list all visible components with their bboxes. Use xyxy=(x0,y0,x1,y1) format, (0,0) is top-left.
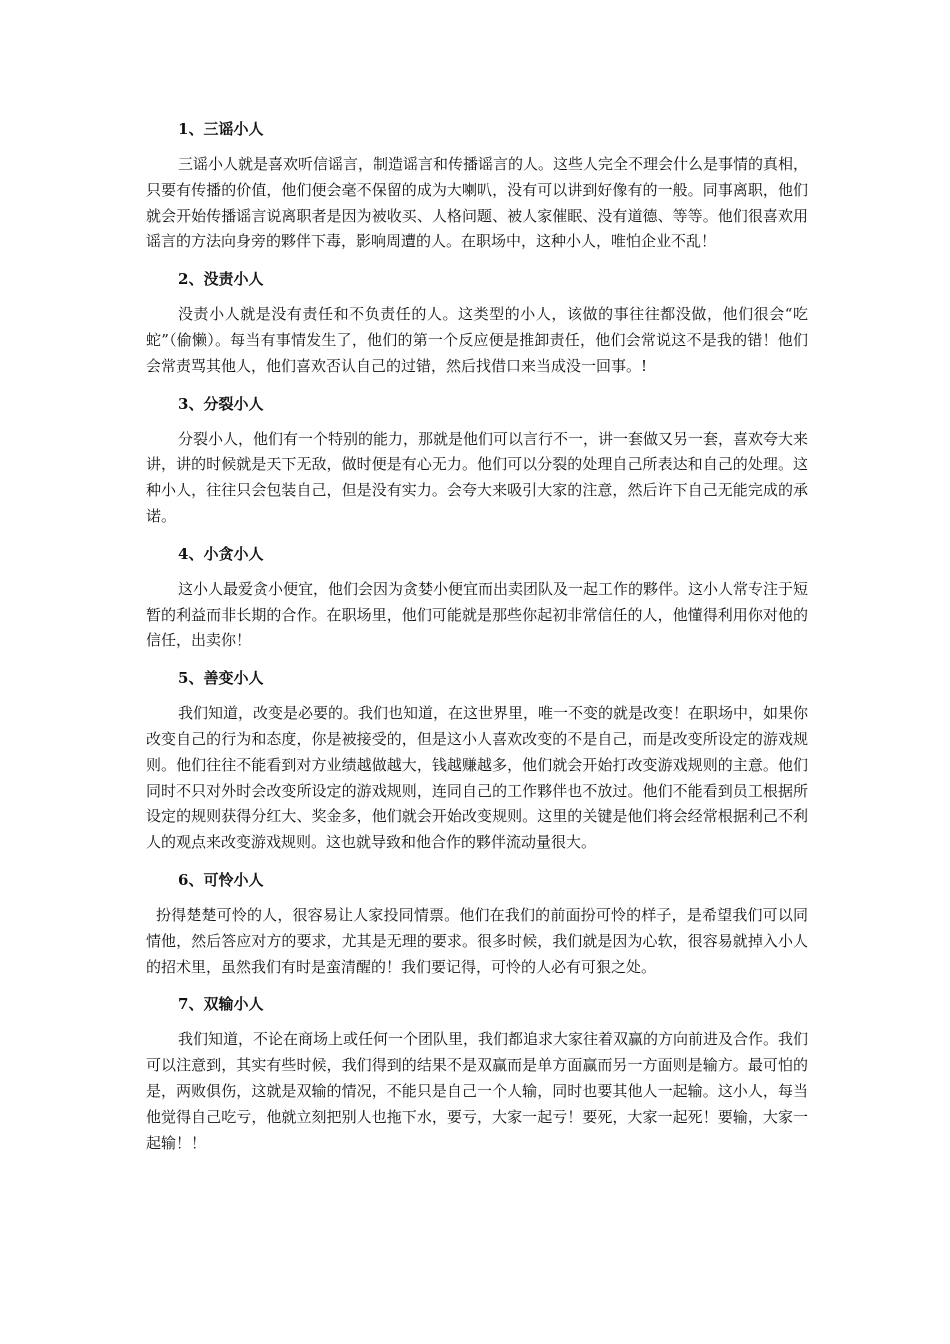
section-heading-7 xyxy=(146,989,808,1019)
section-title: 、三谣小人 xyxy=(188,120,264,138)
section-title: 、可怜小人 xyxy=(188,870,264,889)
section-paragraph-2: 没责小人就是没有责任和不负责任的人。这类型的小人，该做的事往往都没做，他们很会“吃蛇”（偷懒）。每当有事情发生了，他们的第一个反应便是推卸责任，他们会常说这不是我的错！他们会常责骂其他人，他们喜欢否认自己的过错，然后找借口来当成没一回事。! xyxy=(146,305,808,375)
section-paragraph-6: 扮得楚楚可怜的人，很容易让人家投同情票。他们在我们的前面扮可怜的样子，是希望我们可以同情他，然后答应对方的要求，尤其是无理的要求。很多时候，我们就是因为心软，很容易就掉入小人的招术里，虽然我们有时是蛮清醒的！我们要记得，可怜的人必有可狠之处。 xyxy=(146,905,808,976)
section-title: 、小贪小人 xyxy=(188,544,264,563)
section-title: 、分裂小人 xyxy=(188,394,264,413)
section-paragraph-4: 这小人最爱贪小便宜，他们会因为贪婪小便宜而出卖团队及一起工作的夥伴。这小人常专注于短暂的利益而非长期的合作。在职场里，他们可能就是那些你起初非常信任的人，他懂得利用你对他的信任，出卖你！ xyxy=(146,579,809,650)
section-number: 7 xyxy=(178,995,189,1014)
section-heading-2 xyxy=(146,264,808,294)
section-number: 5 xyxy=(178,669,189,688)
section-paragraph-7: 我们知道，不论在商场上或任何一个团队里，我们都追求大家往着双赢的方向前进及合作。我们可以注意到，其实有些时候，我们得到的结果不是双赢而是单方面赢而另一方面则是输方。最可怕的是，两败俱伤，这就是双输的情况，不能只是自己一个人输，同时也要其他人一起输。这小人，每当他觉得自己吃亏，他就立刻把别人也拖下水，要亏，大家一起亏！要死，大家一起死！要输，大家一起输！！ xyxy=(146,1030,809,1152)
section-paragraph-1: 三谣小人就是喜欢听信谣言，制造谣言和传播谣言的人。这些人完全不理会什么是事情的真相，只要有传播的价值，他们便会毫不保留的成为大喇叭，没有可以讲到好像有的一般。同事离职，他们就会开始传播谣言说离职者是因为被收买、人格问题、被人家催眠、没有道德、等等。他们很喜欢用谣言的方法向身旁的夥伴下毒，影响周遭的人。在职场中，这种小人，唯怕企业不乱！ xyxy=(146,155,809,251)
section-number: 2 xyxy=(178,270,189,289)
section-heading-6 xyxy=(146,865,808,895)
section-number: 3 xyxy=(178,394,189,413)
section-title: 、善变小人 xyxy=(188,669,264,688)
section-title: 、双输小人 xyxy=(188,995,264,1014)
section-title: 、没责小人 xyxy=(188,270,264,289)
section-paragraph-3: 分裂小人，他们有一个特别的能力，那就是他们可以言行不一，讲一套做又另一套，喜欢夸大来讲，讲的时候就是天下无敌，做时便是有心无力。他们可以分裂的处理自己所表达和自己的处理。这种小人，往往只会包装自己，但是没有实力。会夸大来吸引大家的注意，然后许下自己无能完成的承诺。 xyxy=(146,429,809,525)
section-heading-5 xyxy=(146,663,808,693)
section-paragraph-5: 我们知道，改变是必要的。我们也知道，在这世界里，唯一不变的就是改变！在职场中，如果你改变自己的行为和态度，你是被接受的，但是这小人喜欢改变的不是自己，而是改变所设定的游戏规则。他们往往不能看到对方业绩越做越大，钱越赚越多，他们就会开始打改变游戏规则的主意。他们同时不只对外时会改变所设定的游戏规则，连同自己的工作夥伴也不放过。他们不能看到员工根据所设定的规则获得分红大、奖金多，他们就会开始改变规则。这里的关键是他们将会经常根据利己不利人的观点来改变游戏规则。这也就导致和他合作的夥伴流动量很大。 xyxy=(146,704,809,852)
section-heading-4 xyxy=(146,539,808,569)
section-number: 1 xyxy=(178,120,189,138)
section-number: 4 xyxy=(178,544,189,563)
document-page xyxy=(146,114,808,1165)
section-heading-1 xyxy=(146,114,808,144)
section-number: 6 xyxy=(178,870,189,889)
section-heading-3 xyxy=(146,389,808,419)
